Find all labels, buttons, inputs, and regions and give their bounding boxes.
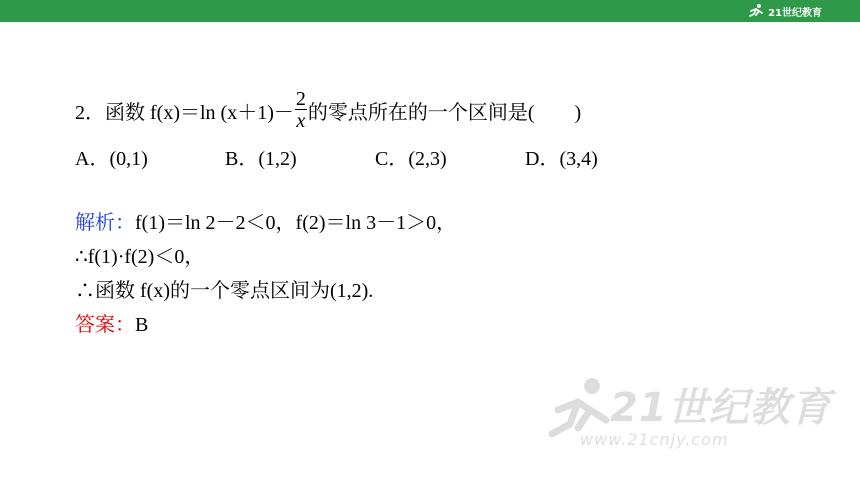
solution-line-1: [75, 206, 456, 235]
option-d: D．(3,4): [525, 148, 598, 170]
solution-heading: 解析：: [75, 212, 135, 234]
options-row: [75, 142, 598, 171]
header-bar: [0, 0, 860, 22]
logo-text: 21世纪教育: [768, 7, 822, 19]
option-a: A．(0,1): [75, 148, 148, 170]
option-b: B．(1,2): [225, 148, 297, 170]
solution-line-3: [75, 274, 373, 303]
option-c: C．(2,3): [375, 148, 447, 170]
question-line: [75, 88, 581, 132]
runner-logo-icon: [747, 3, 765, 19]
question-stem-suffix: 的零点所在的一个区间是( ): [307, 101, 582, 124]
fraction: [295, 89, 307, 131]
logo: [747, 2, 822, 20]
solution-line-2: [75, 240, 204, 269]
solution-text-3: ∴函数 f(x)的一个零点区间为(1,2).: [75, 280, 374, 302]
answer-heading: 答案：: [75, 314, 135, 336]
watermark-main-text: 21世纪教育: [610, 385, 832, 431]
answer-value: B: [135, 314, 149, 336]
fraction-denominator: x: [296, 110, 306, 132]
solution-text-1: f(1)＝ln 2－2＜0，f(2)＝ln 3－1＞0，: [135, 212, 457, 234]
watermark: [540, 372, 840, 462]
question-number: 2．: [75, 101, 105, 124]
watermark-sub-text: www.21cnjy.com: [580, 430, 729, 449]
fraction-numerator: 2: [295, 88, 306, 110]
question-stem-prefix: 函数 f(x)＝ln (x＋1)－: [105, 101, 294, 124]
answer-line: [75, 308, 148, 337]
solution-text-2: ∴f(1)·f(2)＜0，: [75, 246, 205, 268]
